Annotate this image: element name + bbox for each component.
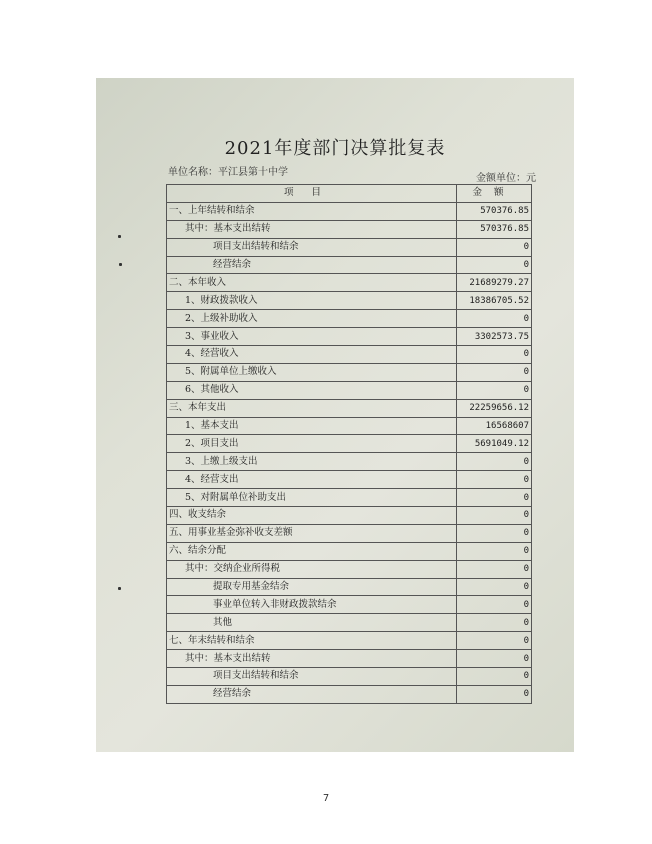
scan-mark	[119, 263, 122, 266]
row-label: 提取专用基金结余	[167, 578, 457, 596]
row-amount: 0	[457, 346, 532, 364]
row-label: 经营结余	[167, 256, 457, 274]
row-amount: 21689279.27	[457, 274, 532, 292]
header-amount: 金额	[457, 185, 532, 203]
row-label: 3、上缴上级支出	[167, 453, 457, 471]
row-label: 其中：交纳企业所得税	[167, 560, 457, 578]
table-header-row	[167, 185, 532, 203]
row-label: 其他	[167, 614, 457, 632]
table-row	[167, 524, 532, 542]
row-amount: 0	[457, 632, 532, 650]
table-row	[167, 685, 532, 703]
row-label: 6、其他收入	[167, 381, 457, 399]
row-label: 5、对附属单位补助支出	[167, 489, 457, 507]
table-row	[167, 399, 532, 417]
row-amount: 0	[457, 381, 532, 399]
page-number: 7	[322, 793, 330, 804]
row-label: 六、结余分配	[167, 542, 457, 560]
row-amount: 0	[457, 453, 532, 471]
row-label: 事业单位转入非财政拨款结余	[167, 596, 457, 614]
row-label: 经营结余	[167, 685, 457, 703]
table-row	[167, 435, 532, 453]
row-label: 二、本年收入	[167, 274, 457, 292]
scan-mark	[118, 587, 121, 590]
unit-name: 单位名称：平江县第十中学	[168, 167, 288, 178]
row-label: 四、收支结余	[167, 507, 457, 525]
table-row	[167, 596, 532, 614]
table-row	[167, 381, 532, 399]
table-row	[167, 542, 532, 560]
row-amount: 0	[457, 614, 532, 632]
row-amount: 0	[457, 256, 532, 274]
table-row	[167, 578, 532, 596]
table-row	[167, 256, 532, 274]
row-amount: 16568607	[457, 417, 532, 435]
row-label: 七、年末结转和结余	[167, 632, 457, 650]
row-amount: 0	[457, 685, 532, 703]
scan-mark	[118, 235, 121, 238]
row-amount: 0	[457, 489, 532, 507]
row-label: 1、财政拨款收入	[167, 292, 457, 310]
row-label: 项目支出结转和结余	[167, 238, 457, 256]
table-row	[167, 507, 532, 525]
row-amount: 570376.85	[457, 202, 532, 220]
row-label: 其中：基本支出结转	[167, 220, 457, 238]
table-row	[167, 650, 532, 668]
row-amount: 0	[457, 650, 532, 668]
document-title: 2021年度部门决算批复表	[224, 138, 446, 159]
table-row	[167, 292, 532, 310]
row-amount: 0	[457, 507, 532, 525]
currency-unit: 金额单位：元	[476, 173, 536, 184]
table-row	[167, 453, 532, 471]
table-row	[167, 560, 532, 578]
table-row	[167, 417, 532, 435]
row-label: 2、项目支出	[167, 435, 457, 453]
row-amount: 0	[457, 542, 532, 560]
row-label: 一、上年结转和结余	[167, 202, 457, 220]
row-amount: 0	[457, 310, 532, 328]
row-label: 三、本年支出	[167, 399, 457, 417]
row-label: 5、附属单位上缴收入	[167, 363, 457, 381]
row-amount: 0	[457, 560, 532, 578]
table-row	[167, 668, 532, 686]
table-row	[167, 471, 532, 489]
row-amount: 0	[457, 363, 532, 381]
row-amount: 0	[457, 596, 532, 614]
row-amount: 0	[457, 238, 532, 256]
table-row	[167, 328, 532, 346]
table-row	[167, 202, 532, 220]
table-row	[167, 346, 532, 364]
row-label: 五、用事业基金弥补收支差额	[167, 524, 457, 542]
table-row	[167, 489, 532, 507]
table-row	[167, 363, 532, 381]
row-label: 2、上级补助收入	[167, 310, 457, 328]
row-label: 其中：基本支出结转	[167, 650, 457, 668]
row-amount: 5691049.12	[457, 435, 532, 453]
row-amount: 0	[457, 471, 532, 489]
table-row	[167, 632, 532, 650]
table-row	[167, 220, 532, 238]
approval-table	[166, 184, 532, 704]
row-label: 项目支出结转和结余	[167, 668, 457, 686]
table-row	[167, 238, 532, 256]
row-amount: 18386705.52	[457, 292, 532, 310]
row-label: 4、经营支出	[167, 471, 457, 489]
table-row	[167, 614, 532, 632]
row-amount: 570376.85	[457, 220, 532, 238]
row-amount: 0	[457, 578, 532, 596]
row-label: 3、事业收入	[167, 328, 457, 346]
table-row	[167, 310, 532, 328]
row-label: 1、基本支出	[167, 417, 457, 435]
row-amount: 3302573.75	[457, 328, 532, 346]
table-row	[167, 274, 532, 292]
scanned-page-photo	[96, 78, 574, 752]
row-amount: 22259656.12	[457, 399, 532, 417]
row-amount: 0	[457, 524, 532, 542]
row-amount: 0	[457, 668, 532, 686]
header-item: 项目	[167, 185, 457, 203]
table-body	[167, 202, 532, 703]
row-label: 4、经营收入	[167, 346, 457, 364]
